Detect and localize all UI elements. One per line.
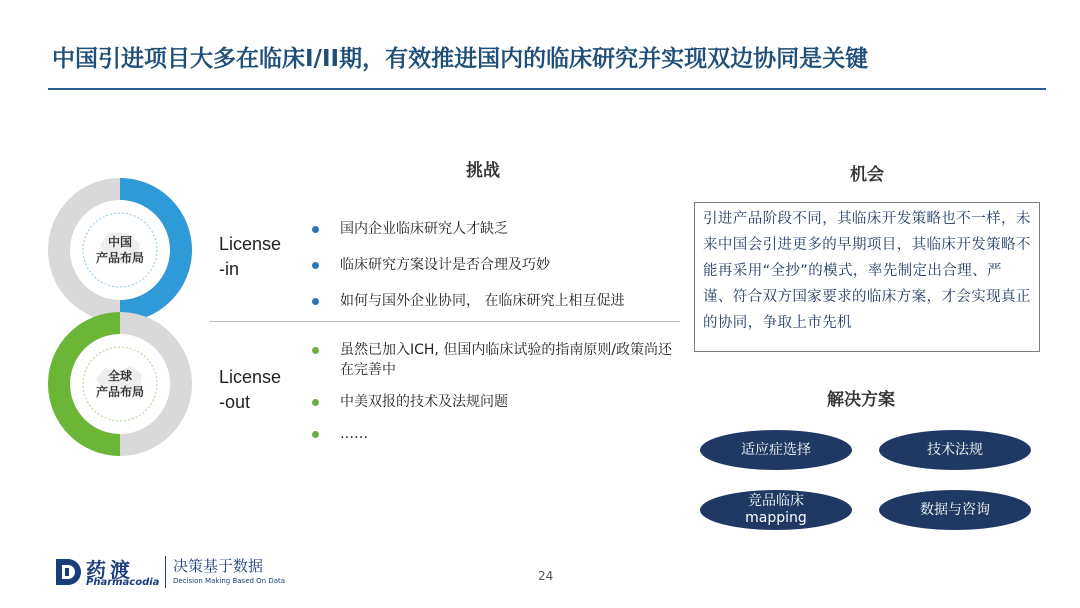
china-label-line1: 中国 (107, 235, 132, 249)
solution-tech-regulation: 技术法规 (879, 430, 1031, 470)
logo-separator (165, 556, 166, 588)
title-divider (48, 88, 1046, 90)
logo-english-name: Pharmacodia (86, 577, 160, 588)
rings-graphic (44, 172, 204, 462)
license-in-label (219, 232, 281, 282)
solution-indication-selection: 适应症选择 (700, 430, 852, 470)
bullet-dot-icon (312, 262, 319, 269)
license-out-challenges (312, 340, 682, 444)
slogan-chinese: 决策基于数据 (173, 557, 264, 575)
list-item (312, 340, 682, 380)
global-label-line1: 全球 (107, 369, 132, 383)
bullet-dot-icon (312, 347, 319, 354)
solution-competitor-mapping (700, 490, 852, 530)
bullet-dot-icon (312, 226, 319, 233)
logo-chinese-name: 药渡 (86, 558, 134, 582)
section-divider (210, 321, 680, 322)
list-item (312, 392, 682, 412)
bullet-dot-icon (312, 399, 319, 406)
china-label-line2: 产品布局 (95, 251, 144, 265)
list-item (312, 291, 682, 311)
opportunity-text-box: 引进产品阶段不同，其临床开发策略也不一样，未来中国会引进更多的早期项目，其临床开发策略不能再采用“全抄”的模式，率先制定出合理、严谨、符合双方国家要求的临床方案，才会实现真正的协同，争取上市先机 (694, 202, 1040, 352)
list-item (312, 424, 682, 444)
license-in-line1: License (219, 234, 282, 254)
global-label-line2: 产品布局 (95, 385, 144, 399)
challenge-text: 临床研究方案设计是否合理及巧妙 (340, 257, 550, 273)
pharmacodia-logo-icon (52, 556, 82, 588)
solutions-heading: 解决方案 (827, 390, 895, 410)
pill-label (745, 493, 807, 527)
solution-data-consulting: 数据与咨询 (879, 490, 1031, 530)
challenge-text: …… (340, 426, 368, 442)
global-layout-label (75, 368, 165, 400)
list-item (312, 255, 682, 275)
list-item (312, 219, 682, 239)
pill-label-line: 竞品临床 (747, 493, 804, 509)
license-out-line2: -out (219, 392, 251, 412)
license-out-line1: License (219, 367, 282, 387)
license-in-challenges (312, 219, 682, 311)
bullet-dot-icon (312, 431, 319, 438)
pill-label-line: mapping (745, 510, 807, 526)
challenges-heading: 挑战 (466, 161, 500, 181)
challenge-text: 国内企业临床研究人才缺乏 (340, 221, 508, 237)
challenge-text: 中美双报的技术及法规问题 (340, 394, 508, 410)
page-number: 24 (538, 569, 554, 583)
license-in-line2: -in (219, 259, 240, 279)
opportunity-heading: 机会 (850, 165, 884, 185)
slogan-english: Decision Making Based On Data (173, 577, 286, 585)
challenge-text: 虽然已加入ICH, 但国内临床试验的指南原则/政策尚还在完善中 (340, 342, 673, 378)
license-out-label (219, 365, 281, 415)
bullet-dot-icon (312, 298, 319, 305)
product-layout-rings (44, 172, 204, 462)
challenge-text: 如何与国外企业协同， 在临床研究上相互促进 (340, 293, 625, 309)
page-title: 中国引进项目大多在临床I/II期，有效推进国内的临床研究并实现双边协同是关键 (52, 46, 869, 72)
china-layout-label (75, 234, 165, 266)
